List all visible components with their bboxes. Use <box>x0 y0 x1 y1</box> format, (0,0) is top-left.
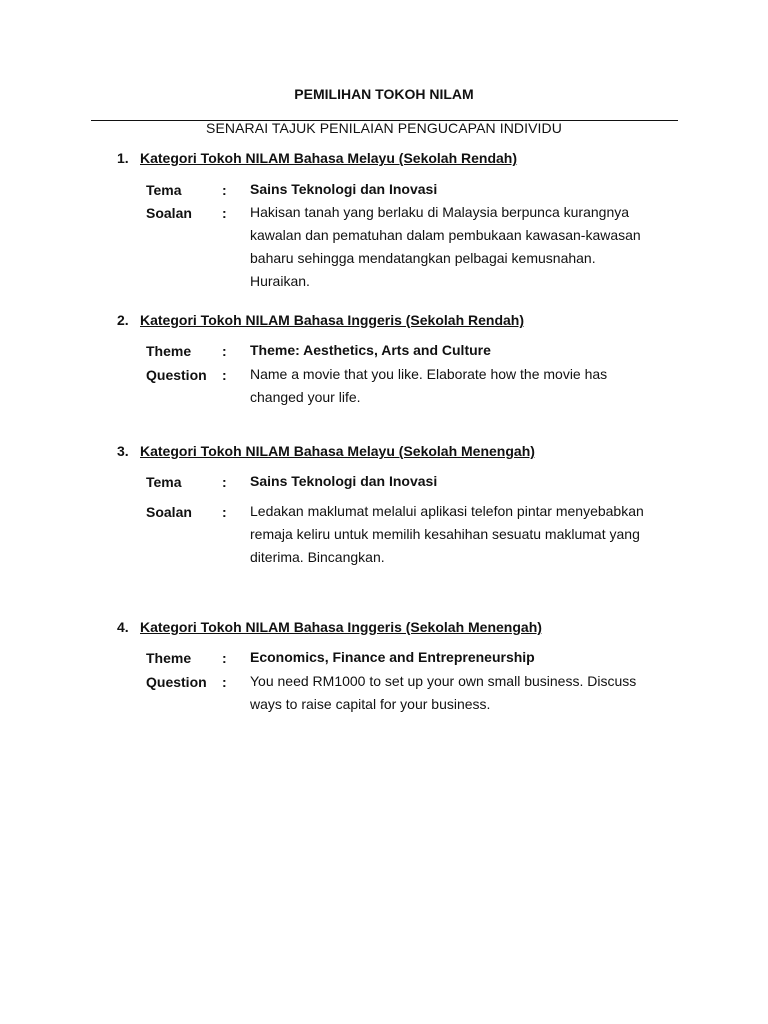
section-3-heading <box>117 443 535 459</box>
question-line: ways to raise capital for your business. <box>250 696 491 712</box>
section-1-title: Kategori Tokoh NILAM Bahasa Melayu (Sekolah Rendah) <box>140 150 518 166</box>
question-line: diterima. Bincangkan. <box>250 549 385 565</box>
section-4-number: 4. <box>117 619 129 635</box>
section-4-heading <box>117 619 542 635</box>
section-3-theme-colon: : <box>222 474 227 490</box>
question-line: Huraikan. <box>250 273 310 289</box>
section-2-theme-colon: : <box>222 343 227 359</box>
question-line: Ledakan maklumat melalui aplikasi telefon pintar menyebabkan <box>250 503 644 519</box>
section-2-theme-value: Theme: Aesthetics, Arts and Culture <box>250 342 491 358</box>
section-2-theme-label: Theme <box>146 343 192 359</box>
section-3-question-colon: : <box>222 504 227 520</box>
section-4-question <box>250 670 670 716</box>
section-4-question-colon: : <box>222 674 227 690</box>
section-1-theme-colon: : <box>222 182 227 198</box>
section-3-theme-label: Tema <box>146 474 182 490</box>
section-3-title: Kategori Tokoh NILAM Bahasa Melayu (Sekolah Menengah) <box>140 443 535 459</box>
section-1-question <box>250 201 670 293</box>
section-4-title: Kategori Tokoh NILAM Bahasa Inggeris (Sekolah Menengah) <box>140 619 542 635</box>
section-2-heading <box>117 312 524 328</box>
section-4-theme-colon: : <box>222 650 227 666</box>
question-line: remaja keliru untuk memilih kesahihan sesuatu maklumat yang <box>250 526 640 542</box>
document-title: PEMILIHAN TOKOH NILAM <box>294 86 474 102</box>
section-3-number: 3. <box>117 443 129 459</box>
question-line: baharu sehingga mendatangkan pelbagai kemusnahan. <box>250 250 596 266</box>
section-2-number: 2. <box>117 312 129 328</box>
section-2-question-colon: : <box>222 367 227 383</box>
section-4-theme-label: Theme <box>146 650 192 666</box>
section-3-theme-value: Sains Teknologi dan Inovasi <box>250 473 438 489</box>
question-line: changed your life. <box>250 389 361 405</box>
section-1-number: 1. <box>117 150 129 166</box>
section-3-question-label: Soalan <box>146 504 192 520</box>
section-4-theme-value: Economics, Finance and Entrepreneurship <box>250 649 535 665</box>
question-line: Name a movie that you like. Elaborate how the movie has <box>250 366 608 382</box>
section-3-question <box>250 500 670 569</box>
section-2-question <box>250 363 670 409</box>
question-line: Hakisan tanah yang berlaku di Malaysia berpunca kurangnya <box>250 204 630 220</box>
question-line: You need RM1000 to set up your own small business. Discuss <box>250 673 637 689</box>
question-line: kawalan dan pematuhan dalam pembukaan kawasan-kawasan <box>250 227 641 243</box>
section-1-theme-label: Tema <box>146 182 182 198</box>
document-subtitle: SENARAI TAJUK PENILAIAN PENGUCAPAN INDIVIDU <box>206 120 562 136</box>
section-1-heading <box>117 150 517 166</box>
section-2-title: Kategori Tokoh NILAM Bahasa Inggeris (Sekolah Rendah) <box>140 312 525 328</box>
section-1-question-label: Soalan <box>146 205 192 221</box>
section-2-question-label: Question <box>146 367 207 383</box>
section-4-question-label: Question <box>146 674 207 690</box>
section-1-theme-value: Sains Teknologi dan Inovasi <box>250 181 438 197</box>
section-1-question-colon: : <box>222 205 227 221</box>
